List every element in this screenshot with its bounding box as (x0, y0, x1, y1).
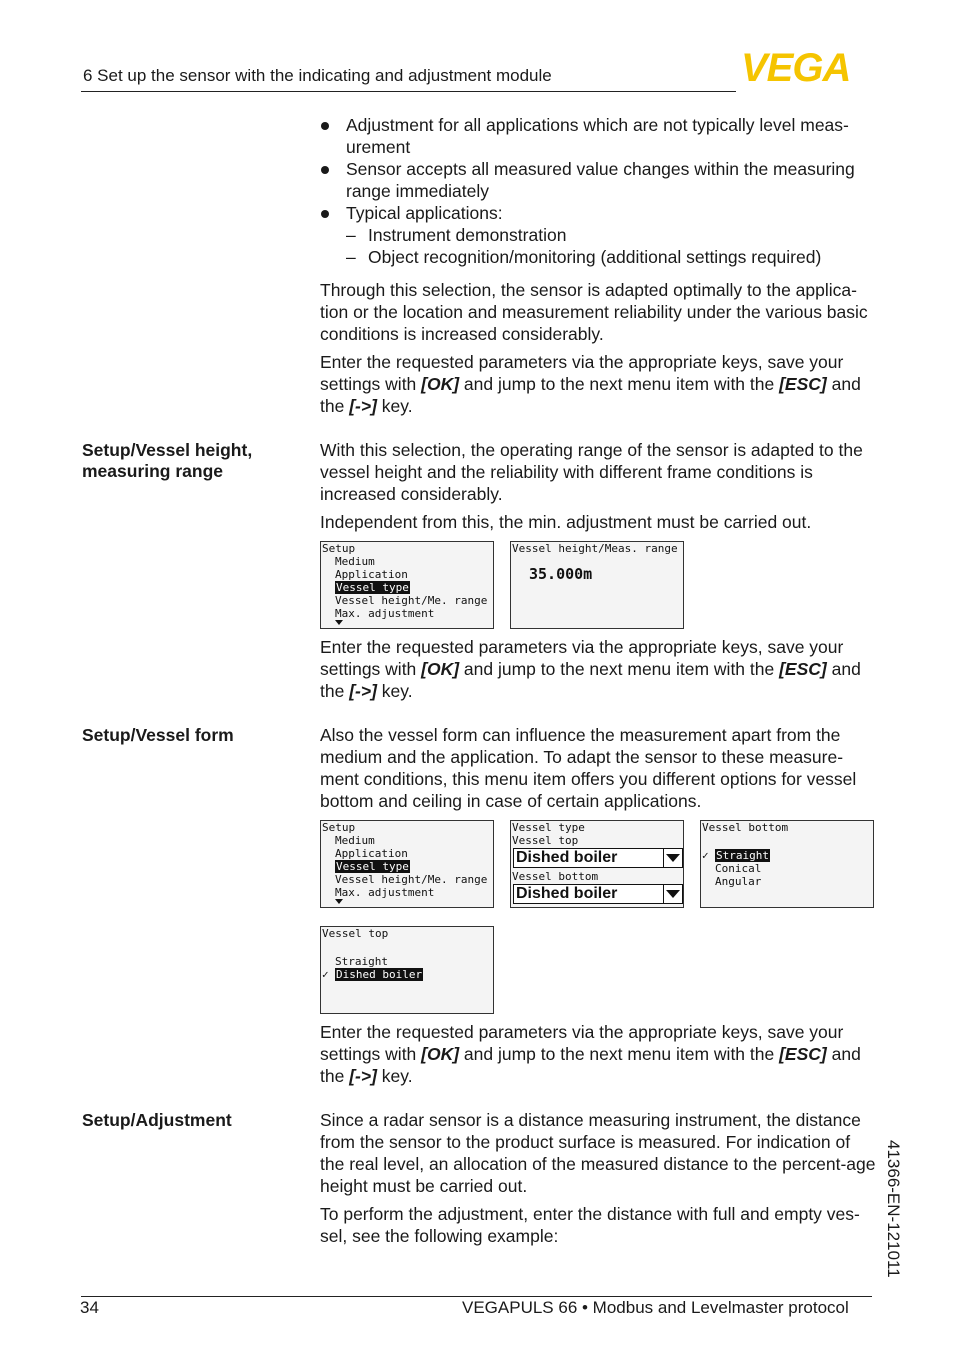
adjustment-paragraph: Since a radar sensor is a distance measuring instrument, the distance from the sensor to the product surface is measured. For indication of the real level, an allocation of the measured distance to the percent-age height must be carried out. (320, 1110, 876, 1196)
lcd-vessel-height: Vessel height/Meas. range 35.000m (510, 541, 684, 629)
document-id: 41366-EN-121011 (884, 1140, 903, 1278)
chevron-down-icon (663, 885, 682, 903)
list-item: Typical applications: (320, 202, 880, 224)
section-label-vessel-form: Setup/Vessel form (82, 725, 234, 745)
product-name: VEGAPULS 66 • Modbus and Levelmaster protocol (462, 1298, 849, 1317)
header-divider (81, 91, 736, 92)
check-icon: ✓ (702, 849, 709, 862)
lcd-vessel-type: Vessel type Vessel top Dished boiler Vessel bottom Dished boiler (510, 820, 684, 908)
vessel-top-dropdown: Dished boiler (513, 848, 683, 868)
sub-list-item: – Instrument demonstration (346, 225, 567, 245)
instruction-paragraph: Enter the requested parameters via the appropriate keys, save your settings with [OK] and jump to the next menu item with the [ESC] and the [->] key. (320, 637, 861, 701)
lcd-setup-menu: Setup Medium Application Vessel type Vessel height/Me. range Max. adjustment (320, 541, 494, 629)
intro-paragraph: Through this selection, the sensor is adapted optimally to the applica-tion or the location and measurement reliability under the various basic conditions is increased considerably. (320, 280, 868, 344)
list-item: Adjustment for all applications which are not typically level meas-urement (320, 114, 880, 158)
vessel-height-paragraph: With this selection, the operating range of the sensor is adapted to the vessel height and the reliability with different frame conditions is increased considerably. (320, 440, 863, 504)
chevron-down-icon (663, 849, 682, 867)
vessel-form-paragraph: Also the vessel form can influence the measurement apart from the medium and the application. To adapt the sensor to these measure-ment conditions, this menu item offers you different options for vessel bottom and ceiling in case of certain applications. (320, 725, 857, 811)
instruction-paragraph: Enter the requested parameters via the appropriate keys, save your settings with [OK] and jump to the next menu item with the [ESC] and the [->] key. (320, 352, 861, 416)
lcd-vessel-bottom: Vessel bottom ✓ Straight Conical Angular (700, 820, 874, 908)
lcd-setup-menu: Setup Medium Application Vessel type Vessel height/Me. range Max. adjustment (320, 820, 494, 908)
vessel-height-note: Independent from this, the min. adjustment must be carried out. (320, 512, 812, 532)
intro-bullets (320, 114, 880, 268)
check-icon: ✓ (322, 968, 329, 981)
section-label-adjustment: Setup/Adjustment (82, 1110, 232, 1130)
vega-logo (741, 50, 873, 89)
vessel-bottom-dropdown: Dished boiler (513, 884, 683, 904)
section-label-vessel-height: Setup/Vessel height, measuring range (82, 440, 253, 481)
footer-divider (81, 1296, 872, 1297)
page-number: 34 (80, 1298, 99, 1317)
adjustment-note: To perform the adjustment, enter the distance with full and empty ves-sel, see the following example: (320, 1204, 860, 1246)
sub-list-item: – Object recognition/monitoring (additional settings required) (346, 247, 822, 267)
scroll-down-icon (335, 899, 343, 904)
scroll-down-icon (335, 620, 343, 625)
chapter-heading: 6 Set up the sensor with the indicating and adjustment module (83, 66, 552, 85)
lcd-vessel-top: Vessel top Straight ✓ Dished boiler (320, 926, 494, 1014)
list-item: Sensor accepts all measured value changes within the measuring range immediately (320, 158, 880, 202)
instruction-paragraph: Enter the requested parameters via the appropriate keys, save your settings with [OK] and jump to the next menu item with the [ESC] and the [->] key. (320, 1022, 861, 1086)
logo-text: VEGA (741, 50, 851, 84)
